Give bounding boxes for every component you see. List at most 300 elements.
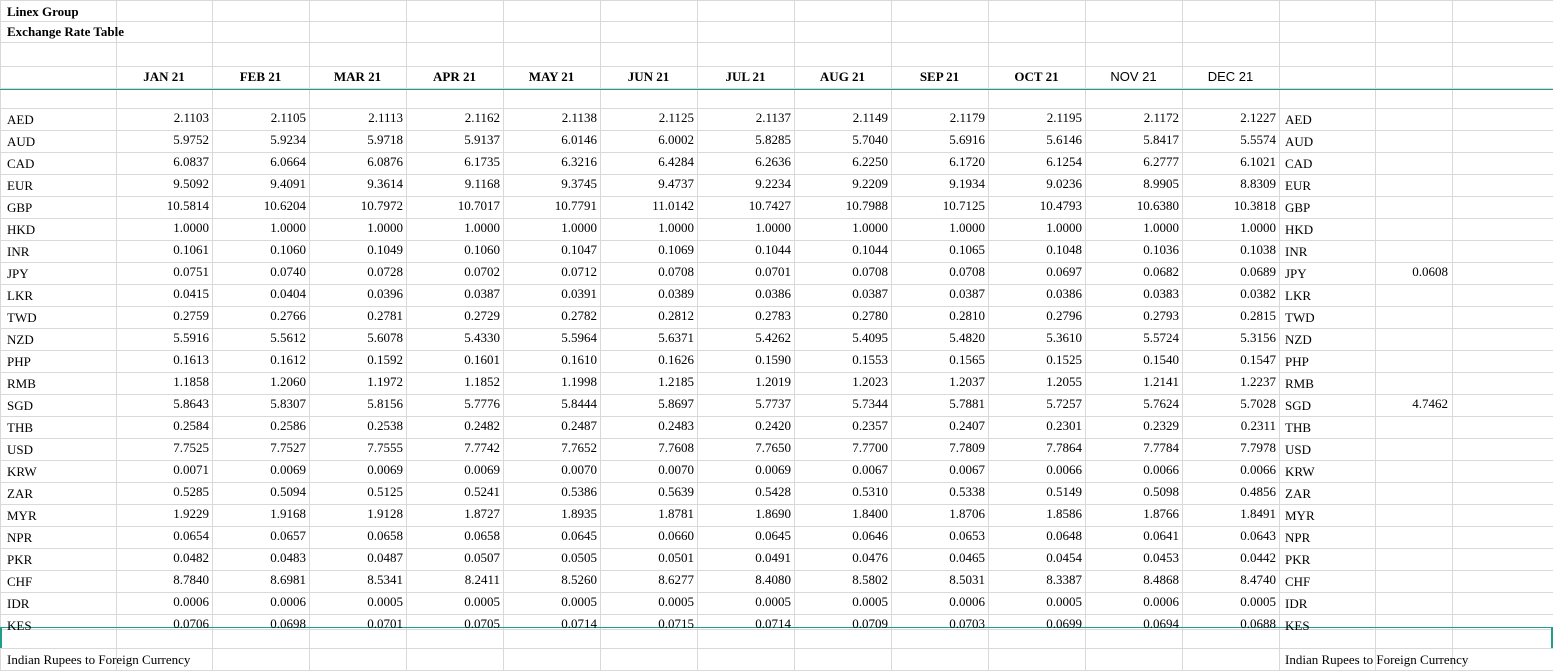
rate-cell[interactable]: 5.6371 xyxy=(658,330,694,345)
footer-left-note[interactable]: Indian Rupees to Foreign Currency xyxy=(7,652,191,667)
rate-cell[interactable]: 0.1592 xyxy=(367,352,403,367)
currency-code[interactable]: AUD xyxy=(7,134,36,149)
currency-code-right[interactable]: NZD xyxy=(1285,332,1312,347)
rate-cell[interactable]: 5.6916 xyxy=(949,132,985,147)
rate-cell[interactable]: 7.7864 xyxy=(1046,440,1082,455)
rate-cell[interactable]: 6.0876 xyxy=(367,154,403,169)
table-title[interactable]: Exchange Rate Table xyxy=(7,24,125,39)
rate-cell[interactable]: 2.1162 xyxy=(464,110,500,125)
rate-cell[interactable]: 1.0000 xyxy=(270,220,306,235)
rate-cell[interactable]: 5.4095 xyxy=(852,330,888,345)
rate-cell[interactable]: 5.7737 xyxy=(755,396,791,411)
rate-cell[interactable]: 0.2810 xyxy=(949,308,985,323)
rate-cell[interactable]: 0.0387 xyxy=(464,286,500,301)
rate-cell[interactable]: 1.2019 xyxy=(755,374,791,389)
month-header[interactable]: JAN 21 xyxy=(143,69,185,84)
rate-cell[interactable]: 0.0067 xyxy=(949,462,985,477)
rate-cell[interactable]: 0.1612 xyxy=(270,352,306,367)
rate-cell[interactable]: 10.7017 xyxy=(457,198,500,213)
rate-cell[interactable]: 6.2777 xyxy=(1143,154,1179,169)
rate-cell[interactable]: 2.1227 xyxy=(1240,110,1276,125)
currency-code[interactable]: GBP xyxy=(7,200,33,215)
rate-cell[interactable]: 0.1565 xyxy=(949,352,985,367)
rate-cell[interactable]: 0.2357 xyxy=(852,418,888,433)
currency-code-right[interactable]: HKD xyxy=(1285,222,1314,237)
rate-cell[interactable]: 8.6277 xyxy=(658,572,694,587)
rate-cell[interactable]: 9.1168 xyxy=(464,176,500,191)
rate-cell[interactable]: 8.4080 xyxy=(755,572,791,587)
rate-cell[interactable]: 0.0070 xyxy=(658,462,694,477)
rate-cell[interactable]: 6.2636 xyxy=(755,154,791,169)
currency-code-right[interactable]: ZAR xyxy=(1285,486,1311,501)
rate-cell[interactable]: 0.0703 xyxy=(949,616,985,631)
rate-cell[interactable]: 1.0000 xyxy=(367,220,403,235)
rate-cell[interactable]: 7.7527 xyxy=(270,440,306,455)
rate-cell[interactable]: 0.0701 xyxy=(755,264,791,279)
rate-cell[interactable]: 0.1613 xyxy=(173,352,209,367)
rate-cell[interactable]: 1.2060 xyxy=(270,374,306,389)
rate-cell[interactable]: 0.0453 xyxy=(1143,550,1179,565)
currency-code-right[interactable]: PKR xyxy=(1285,552,1311,567)
rate-cell[interactable]: 1.0000 xyxy=(658,220,694,235)
rate-cell[interactable]: 0.0386 xyxy=(1046,286,1082,301)
rate-cell[interactable]: 0.2815 xyxy=(1240,308,1276,323)
rate-cell[interactable]: 1.8586 xyxy=(1046,506,1082,521)
rate-cell[interactable]: 7.7525 xyxy=(173,440,209,455)
currency-code-right[interactable]: CHF xyxy=(1285,574,1311,589)
month-header[interactable]: NOV 21 xyxy=(1110,69,1157,84)
rate-cell[interactable]: 0.0491 xyxy=(755,550,791,565)
rate-cell[interactable]: 2.1195 xyxy=(1046,110,1082,125)
currency-code-right[interactable]: CAD xyxy=(1285,156,1313,171)
rate-cell[interactable]: 5.5724 xyxy=(1143,330,1179,345)
rate-cell[interactable]: 6.3216 xyxy=(561,154,597,169)
rate-cell[interactable]: 0.2793 xyxy=(1143,308,1179,323)
rate-cell[interactable]: 0.0383 xyxy=(1143,286,1179,301)
rate-cell[interactable]: 10.7791 xyxy=(554,198,597,213)
currency-code-right[interactable]: AUD xyxy=(1285,134,1314,149)
extra-rate-cell[interactable]: 0.0608 xyxy=(1412,264,1448,279)
rate-cell[interactable]: 0.1610 xyxy=(561,352,597,367)
rate-cell[interactable]: 7.7742 xyxy=(464,440,500,455)
rate-cell[interactable]: 5.7344 xyxy=(852,396,888,411)
rate-cell[interactable]: 0.2487 xyxy=(561,418,597,433)
currency-code-right[interactable]: IDR xyxy=(1285,596,1308,611)
rate-cell[interactable]: 0.1540 xyxy=(1143,352,1179,367)
rate-cell[interactable]: 7.7700 xyxy=(852,440,888,455)
rate-cell[interactable]: 0.2759 xyxy=(173,308,209,323)
rate-cell[interactable]: 0.0728 xyxy=(367,264,403,279)
rate-cell[interactable]: 0.0694 xyxy=(1143,616,1179,631)
rate-cell[interactable]: 0.0709 xyxy=(852,616,888,631)
rate-cell[interactable]: 0.2538 xyxy=(367,418,403,433)
rate-cell[interactable]: 0.0645 xyxy=(755,528,791,543)
rate-cell[interactable]: 9.4091 xyxy=(270,176,306,191)
rate-cell[interactable]: 10.3818 xyxy=(1233,198,1276,213)
rate-cell[interactable]: 0.0396 xyxy=(367,286,403,301)
rate-cell[interactable]: 0.2586 xyxy=(270,418,306,433)
rate-cell[interactable]: 0.0066 xyxy=(1143,462,1179,477)
rate-cell[interactable]: 0.5125 xyxy=(367,484,403,499)
rate-cell[interactable]: 7.7555 xyxy=(367,440,403,455)
rate-cell[interactable]: 0.0465 xyxy=(949,550,985,565)
rate-cell[interactable]: 5.7776 xyxy=(464,396,500,411)
rate-cell[interactable]: 1.1858 xyxy=(173,374,209,389)
currency-code-right[interactable]: THB xyxy=(1285,420,1311,435)
rate-cell[interactable]: 5.3610 xyxy=(1046,330,1082,345)
rate-cell[interactable]: 0.5428 xyxy=(755,484,791,499)
rate-cell[interactable]: 9.3745 xyxy=(561,176,597,191)
rate-cell[interactable]: 7.7608 xyxy=(658,440,694,455)
rate-cell[interactable]: 0.0067 xyxy=(852,462,888,477)
rate-cell[interactable]: 5.6146 xyxy=(1046,132,1082,147)
rate-cell[interactable]: 0.2420 xyxy=(755,418,791,433)
rate-cell[interactable]: 5.8307 xyxy=(270,396,306,411)
rate-cell[interactable]: 5.7040 xyxy=(852,132,888,147)
rate-cell[interactable]: 0.0646 xyxy=(852,528,888,543)
rate-cell[interactable]: 10.7125 xyxy=(942,198,985,213)
rate-cell[interactable]: 1.8491 xyxy=(1240,506,1276,521)
rate-cell[interactable]: 0.0069 xyxy=(367,462,403,477)
currency-code-right[interactable]: EUR xyxy=(1285,178,1311,193)
currency-code-right[interactable]: KES xyxy=(1285,618,1310,633)
currency-code-right[interactable]: RMB xyxy=(1285,376,1314,391)
currency-code-right[interactable]: MYR xyxy=(1285,508,1315,523)
rate-cell[interactable]: 8.8309 xyxy=(1240,176,1276,191)
rate-cell[interactable]: 0.0705 xyxy=(464,616,500,631)
rate-cell[interactable]: 0.2796 xyxy=(1046,308,1082,323)
rate-cell[interactable]: 0.5386 xyxy=(561,484,597,499)
currency-code-right[interactable]: SGD xyxy=(1285,398,1312,413)
rate-cell[interactable]: 5.8643 xyxy=(173,396,209,411)
currency-code[interactable]: EUR xyxy=(7,178,33,193)
rate-cell[interactable]: 1.1972 xyxy=(367,374,403,389)
rate-cell[interactable]: 0.0382 xyxy=(1240,286,1276,301)
rate-cell[interactable]: 0.0005 xyxy=(367,594,403,609)
rate-cell[interactable]: 0.0069 xyxy=(270,462,306,477)
rate-cell[interactable]: 8.3387 xyxy=(1046,572,1082,587)
rate-cell[interactable]: 0.0442 xyxy=(1240,550,1276,565)
rate-cell[interactable]: 5.3156 xyxy=(1240,330,1276,345)
rate-cell[interactable]: 5.9718 xyxy=(367,132,403,147)
rate-cell[interactable]: 1.0000 xyxy=(464,220,500,235)
rate-cell[interactable]: 6.1254 xyxy=(1046,154,1082,169)
rate-cell[interactable]: 0.0740 xyxy=(270,264,306,279)
rate-cell[interactable]: 0.2584 xyxy=(173,418,209,433)
rate-cell[interactable]: 6.2250 xyxy=(852,154,888,169)
currency-code-right[interactable]: USD xyxy=(1285,442,1312,457)
rate-cell[interactable]: 1.1852 xyxy=(464,374,500,389)
rate-cell[interactable]: 9.0236 xyxy=(1046,176,1082,191)
rate-cell[interactable]: 0.0483 xyxy=(270,550,306,565)
rate-cell[interactable]: 8.5802 xyxy=(852,572,888,587)
rate-cell[interactable]: 0.2407 xyxy=(949,418,985,433)
rate-cell[interactable]: 1.8935 xyxy=(561,506,597,521)
rate-cell[interactable]: 0.0708 xyxy=(658,264,694,279)
rate-cell[interactable]: 7.7650 xyxy=(755,440,791,455)
rate-cell[interactable]: 5.4330 xyxy=(464,330,500,345)
rate-cell[interactable]: 6.0664 xyxy=(270,154,306,169)
rate-cell[interactable]: 1.9128 xyxy=(367,506,403,521)
rate-cell[interactable]: 6.1021 xyxy=(1240,154,1276,169)
rate-cell[interactable]: 1.2237 xyxy=(1240,374,1276,389)
rate-cell[interactable]: 8.4868 xyxy=(1143,572,1179,587)
rate-cell[interactable]: 10.6380 xyxy=(1136,198,1179,213)
rate-cell[interactable]: 10.7427 xyxy=(748,198,791,213)
rate-cell[interactable]: 5.5916 xyxy=(173,330,209,345)
rate-cell[interactable]: 0.0708 xyxy=(949,264,985,279)
currency-code[interactable]: RMB xyxy=(7,376,36,391)
rate-cell[interactable]: 0.1044 xyxy=(755,242,791,257)
rate-cell[interactable]: 0.1049 xyxy=(367,242,403,257)
rate-cell[interactable]: 0.0701 xyxy=(367,616,403,631)
rate-cell[interactable]: 0.0005 xyxy=(1046,594,1082,609)
rate-cell[interactable]: 5.9234 xyxy=(270,132,306,147)
rate-cell[interactable]: 0.1525 xyxy=(1046,352,1082,367)
currency-code[interactable]: KES xyxy=(7,618,32,633)
rate-cell[interactable]: 1.0000 xyxy=(1240,220,1276,235)
rate-cell[interactable]: 5.6078 xyxy=(367,330,403,345)
rate-cell[interactable]: 1.9229 xyxy=(173,506,209,521)
rate-cell[interactable]: 0.0714 xyxy=(755,616,791,631)
month-header[interactable]: JUN 21 xyxy=(627,69,670,84)
rate-cell[interactable]: 8.9905 xyxy=(1143,176,1179,191)
rate-cell[interactable]: 1.0000 xyxy=(561,220,597,235)
currency-code[interactable]: PHP xyxy=(7,354,31,369)
rate-cell[interactable]: 0.0645 xyxy=(561,528,597,543)
rate-cell[interactable]: 0.2729 xyxy=(464,308,500,323)
rate-cell[interactable]: 0.2780 xyxy=(852,308,888,323)
rate-cell[interactable]: 0.0714 xyxy=(561,616,597,631)
rate-cell[interactable]: 9.3614 xyxy=(367,176,403,191)
rate-cell[interactable]: 1.0000 xyxy=(173,220,209,235)
currency-code-right[interactable]: JPY xyxy=(1285,266,1307,281)
month-header[interactable]: MAY 21 xyxy=(528,69,575,84)
footer-right-note[interactable]: Indian Rupees to Foreign Currency xyxy=(1285,652,1469,667)
rate-cell[interactable]: 0.0069 xyxy=(755,462,791,477)
rate-cell[interactable]: 0.1047 xyxy=(561,242,597,257)
currency-code[interactable]: MYR xyxy=(7,508,37,523)
currency-code[interactable]: HKD xyxy=(7,222,36,237)
rate-cell[interactable]: 0.0689 xyxy=(1240,264,1276,279)
currency-code[interactable]: AED xyxy=(7,112,34,127)
month-header[interactable]: FEB 21 xyxy=(239,69,282,84)
rate-cell[interactable]: 0.5285 xyxy=(173,484,209,499)
rate-cell[interactable]: 6.0002 xyxy=(658,132,694,147)
rate-cell[interactable]: 9.1934 xyxy=(949,176,985,191)
rate-cell[interactable]: 0.0698 xyxy=(270,616,306,631)
rate-cell[interactable]: 0.0387 xyxy=(852,286,888,301)
rate-cell[interactable]: 0.2482 xyxy=(464,418,500,433)
rate-cell[interactable]: 0.0712 xyxy=(561,264,597,279)
rate-cell[interactable]: 5.8417 xyxy=(1143,132,1179,147)
month-header[interactable]: JUL 21 xyxy=(725,69,766,84)
currency-code[interactable]: JPY xyxy=(7,266,29,281)
rate-cell[interactable]: 0.0658 xyxy=(367,528,403,543)
rate-cell[interactable]: 0.1044 xyxy=(852,242,888,257)
month-header[interactable]: SEP 21 xyxy=(919,69,960,84)
rate-cell[interactable]: 0.2766 xyxy=(270,308,306,323)
rate-cell[interactable]: 0.0482 xyxy=(173,550,209,565)
month-header[interactable]: MAR 21 xyxy=(333,69,382,84)
rate-cell[interactable]: 1.0000 xyxy=(1143,220,1179,235)
rate-cell[interactable]: 0.0070 xyxy=(561,462,597,477)
rate-cell[interactable]: 10.7988 xyxy=(845,198,888,213)
rate-cell[interactable]: 0.0657 xyxy=(270,528,306,543)
company-name[interactable]: Linex Group xyxy=(7,4,79,19)
rate-cell[interactable]: 5.8285 xyxy=(755,132,791,147)
rate-cell[interactable]: 7.7978 xyxy=(1240,440,1276,455)
rate-cell[interactable]: 1.8727 xyxy=(464,506,500,521)
rate-cell[interactable]: 0.1038 xyxy=(1240,242,1276,257)
rate-cell[interactable]: 0.0706 xyxy=(173,616,209,631)
rate-cell[interactable]: 0.1553 xyxy=(852,352,888,367)
rate-cell[interactable]: 7.7809 xyxy=(949,440,985,455)
rate-cell[interactable]: 0.5094 xyxy=(270,484,306,499)
rate-cell[interactable]: 1.0000 xyxy=(755,220,791,235)
rate-cell[interactable]: 5.8444 xyxy=(561,396,597,411)
rate-cell[interactable]: 8.4740 xyxy=(1240,572,1276,587)
rate-cell[interactable]: 0.0071 xyxy=(173,462,209,477)
month-header[interactable]: AUG 21 xyxy=(819,69,866,84)
rate-cell[interactable]: 0.0505 xyxy=(561,550,597,565)
rate-cell[interactable]: 5.7028 xyxy=(1240,396,1276,411)
currency-code-right[interactable]: KRW xyxy=(1285,464,1315,479)
rate-cell[interactable]: 0.0654 xyxy=(173,528,209,543)
rate-cell[interactable]: 0.2783 xyxy=(755,308,791,323)
rate-cell[interactable]: 0.2301 xyxy=(1046,418,1082,433)
rate-cell[interactable]: 0.0648 xyxy=(1046,528,1082,543)
rate-cell[interactable]: 8.2411 xyxy=(464,572,500,587)
rate-cell[interactable]: 0.5639 xyxy=(658,484,694,499)
rate-cell[interactable]: 0.0066 xyxy=(1046,462,1082,477)
rate-cell[interactable]: 0.4856 xyxy=(1240,484,1276,499)
currency-code-right[interactable]: GBP xyxy=(1285,200,1311,215)
currency-code[interactable]: CAD xyxy=(7,156,35,171)
rate-cell[interactable]: 0.0006 xyxy=(949,594,985,609)
rate-cell[interactable]: 0.0454 xyxy=(1046,550,1082,565)
rate-cell[interactable]: 0.1601 xyxy=(464,352,500,367)
currency-code[interactable]: NPR xyxy=(7,530,33,545)
rate-cell[interactable]: 0.2329 xyxy=(1143,418,1179,433)
rate-cell[interactable]: 0.1069 xyxy=(658,242,694,257)
rate-cell[interactable]: 0.0005 xyxy=(658,594,694,609)
rate-cell[interactable]: 0.0386 xyxy=(755,286,791,301)
rate-cell[interactable]: 0.0476 xyxy=(852,550,888,565)
rate-cell[interactable]: 0.5098 xyxy=(1143,484,1179,499)
currency-code[interactable]: USD xyxy=(7,442,34,457)
rate-cell[interactable]: 8.7840 xyxy=(173,572,209,587)
rate-cell[interactable]: 1.0000 xyxy=(1046,220,1082,235)
rate-cell[interactable]: 2.1149 xyxy=(852,110,888,125)
rate-cell[interactable]: 0.5310 xyxy=(852,484,888,499)
currency-code[interactable]: INR xyxy=(7,244,30,259)
month-header[interactable]: APR 21 xyxy=(433,69,476,84)
rate-cell[interactable]: 0.0751 xyxy=(173,264,209,279)
rate-cell[interactable]: 9.5092 xyxy=(173,176,209,191)
rate-cell[interactable]: 0.0708 xyxy=(852,264,888,279)
rate-cell[interactable]: 0.0715 xyxy=(658,616,694,631)
rate-cell[interactable]: 9.4737 xyxy=(658,176,694,191)
rate-cell[interactable]: 5.4262 xyxy=(755,330,791,345)
rate-cell[interactable]: 0.2781 xyxy=(367,308,403,323)
rate-cell[interactable]: 0.0702 xyxy=(464,264,500,279)
month-header[interactable]: OCT 21 xyxy=(1014,69,1059,84)
currency-code[interactable]: KRW xyxy=(7,464,37,479)
rate-cell[interactable]: 1.8690 xyxy=(755,506,791,521)
rate-cell[interactable]: 0.0415 xyxy=(173,286,209,301)
rate-cell[interactable]: 1.1998 xyxy=(561,374,597,389)
rate-cell[interactable]: 0.0404 xyxy=(270,286,306,301)
rate-cell[interactable]: 0.0387 xyxy=(949,286,985,301)
currency-code-right[interactable]: AED xyxy=(1285,112,1312,127)
rate-cell[interactable]: 0.1590 xyxy=(755,352,791,367)
rate-cell[interactable]: 10.4793 xyxy=(1039,198,1082,213)
rate-cell[interactable]: 0.0005 xyxy=(464,594,500,609)
rate-cell[interactable]: 2.1172 xyxy=(1143,110,1179,125)
rate-cell[interactable]: 0.1547 xyxy=(1240,352,1276,367)
rate-cell[interactable]: 5.9752 xyxy=(173,132,209,147)
rate-cell[interactable]: 5.5964 xyxy=(561,330,597,345)
currency-code-right[interactable]: LKR xyxy=(1285,288,1311,303)
rate-cell[interactable]: 2.1113 xyxy=(368,110,403,125)
rate-cell[interactable]: 0.0507 xyxy=(464,550,500,565)
month-header[interactable]: DEC 21 xyxy=(1207,69,1254,84)
rate-cell[interactable]: 0.0066 xyxy=(1240,462,1276,477)
currency-code-right[interactable]: TWD xyxy=(1285,310,1315,325)
rate-cell[interactable]: 0.0006 xyxy=(173,594,209,609)
rate-cell[interactable]: 0.1060 xyxy=(464,242,500,257)
currency-code[interactable]: LKR xyxy=(7,288,33,303)
rate-cell[interactable]: 0.5241 xyxy=(464,484,500,499)
rate-cell[interactable]: 6.1735 xyxy=(464,154,500,169)
rate-cell[interactable]: 1.2037 xyxy=(949,374,985,389)
currency-code[interactable]: CHF xyxy=(7,574,33,589)
rate-cell[interactable]: 0.0005 xyxy=(755,594,791,609)
rate-cell[interactable]: 1.2023 xyxy=(852,374,888,389)
rate-cell[interactable]: 5.8156 xyxy=(367,396,403,411)
rate-cell[interactable]: 9.2209 xyxy=(852,176,888,191)
currency-code-right[interactable]: INR xyxy=(1285,244,1308,259)
rate-cell[interactable]: 0.0682 xyxy=(1143,264,1179,279)
rate-cell[interactable]: 0.2311 xyxy=(1240,418,1276,433)
rate-cell[interactable]: 0.0699 xyxy=(1046,616,1082,631)
rate-cell[interactable]: 0.0688 xyxy=(1240,616,1276,631)
rate-cell[interactable]: 5.5574 xyxy=(1240,132,1276,147)
rate-cell[interactable]: 7.7652 xyxy=(561,440,597,455)
rate-cell[interactable]: 6.1720 xyxy=(949,154,985,169)
rate-cell[interactable]: 1.2141 xyxy=(1143,374,1179,389)
rate-cell[interactable]: 0.5149 xyxy=(1046,484,1082,499)
rate-cell[interactable]: 0.0660 xyxy=(658,528,694,543)
rate-cell[interactable]: 0.2782 xyxy=(561,308,597,323)
rate-cell[interactable]: 11.0142 xyxy=(652,198,694,213)
rate-cell[interactable]: 0.0069 xyxy=(464,462,500,477)
rate-cell[interactable]: 0.0005 xyxy=(852,594,888,609)
extra-rate-cell[interactable]: 4.7462 xyxy=(1412,396,1448,411)
rate-cell[interactable]: 0.0641 xyxy=(1143,528,1179,543)
rate-cell[interactable]: 5.7881 xyxy=(949,396,985,411)
rate-cell[interactable]: 6.0837 xyxy=(173,154,209,169)
currency-code-right[interactable]: PHP xyxy=(1285,354,1309,369)
rate-cell[interactable]: 0.0005 xyxy=(1240,594,1276,609)
rate-cell[interactable]: 0.0658 xyxy=(464,528,500,543)
rate-cell[interactable]: 8.6981 xyxy=(270,572,306,587)
rate-cell[interactable]: 2.1179 xyxy=(949,110,985,125)
currency-code[interactable]: IDR xyxy=(7,596,30,611)
rate-cell[interactable]: 2.1138 xyxy=(561,110,597,125)
rate-cell[interactable]: 5.4820 xyxy=(949,330,985,345)
